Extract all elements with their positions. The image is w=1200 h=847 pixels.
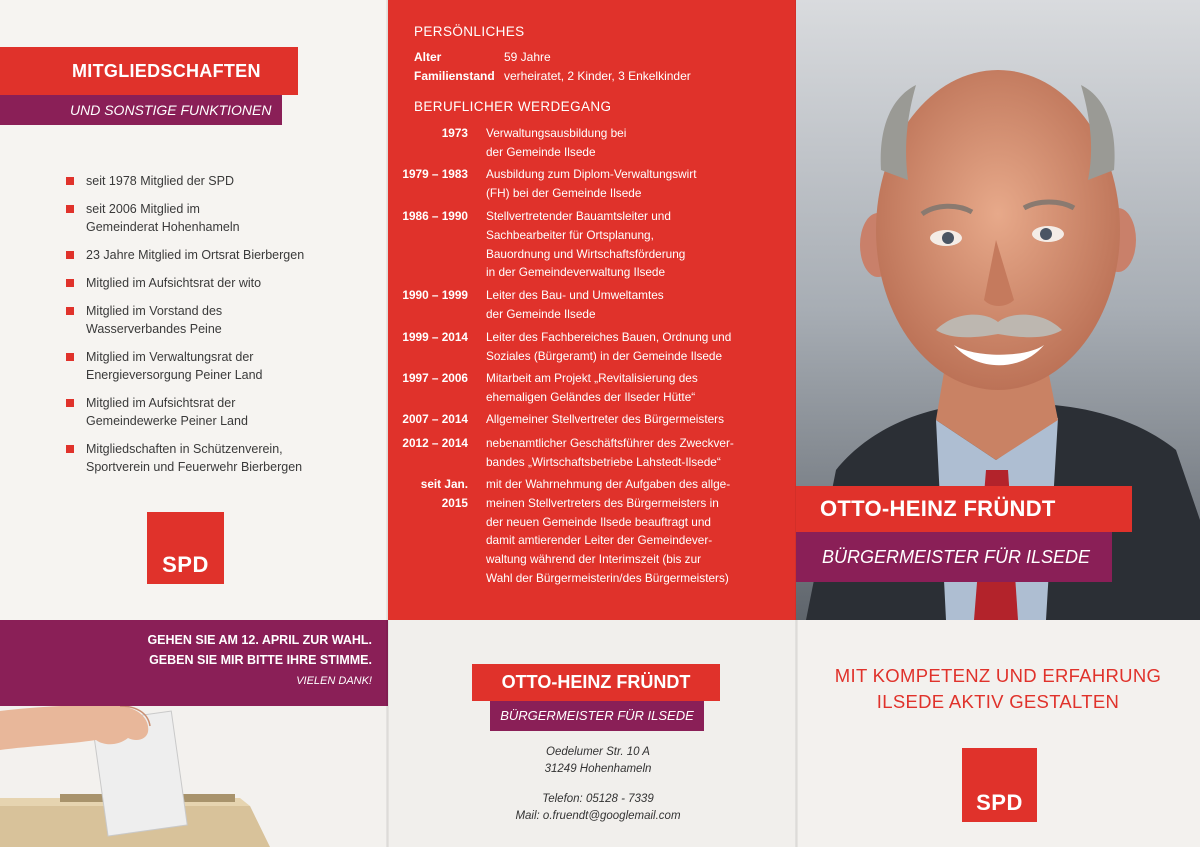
slogan-line: ILSEDE AKTIV GESTALTEN	[876, 691, 1120, 712]
career-text: Soziales (Bürgeramt) in der Gemeinde Ilsede	[486, 348, 723, 363]
career-text: mit der Wahrnehmung der Aufgaben des allge-	[486, 477, 731, 491]
career-text: nebenamtlicher Geschäftsführer des Zweckver-	[486, 436, 734, 450]
career-description	[486, 475, 782, 588]
career-year: 1973	[441, 126, 468, 140]
career-entry	[396, 207, 786, 282]
career-text: Mitarbeit am Projekt „Revitalisierung des	[486, 371, 698, 385]
career-text: Sachbearbeiter für Ortsplanung,	[486, 227, 654, 242]
career-text: bandes „Wirtschaftsbetriebe Lahstedt-Ilsede“	[486, 454, 721, 469]
career-entry	[396, 475, 786, 588]
family-row	[414, 69, 691, 83]
age-value: 59 Jahre	[504, 50, 551, 64]
membership-text: Mitglied im Vorstand des	[86, 304, 223, 318]
age-row	[414, 50, 551, 64]
career-entry	[396, 124, 786, 162]
membership-text: Mitglied im Aufsichtsrat der	[86, 396, 236, 410]
slogan-line: MIT KOMPETENZ UND ERFAHRUNG	[834, 665, 1162, 686]
membership-text: 23 Jahre Mitglied im Ortsrat Bierbergen	[86, 248, 305, 262]
membership-item	[66, 172, 376, 190]
face-icon	[876, 70, 1120, 390]
membership-text: Sportverein und Feuerwehr Bierbergen	[86, 460, 303, 474]
membership-item	[66, 394, 376, 430]
spd-logo: SPD	[147, 512, 224, 584]
membership-text: Mitglied im Verwaltungsrat der	[86, 350, 254, 364]
career-text: Stellvertretender Bauamtsleiter und	[486, 209, 671, 223]
career-text: ehemaligen Geländes der Ilseder Hütte“	[486, 389, 696, 404]
career-description	[486, 207, 782, 282]
email-text: Mail: o.fruendt@googlemail.com	[515, 810, 681, 822]
membership-text: Energieversorgung Peiner Land	[86, 368, 263, 382]
membership-item	[66, 200, 376, 236]
vote-call-line: GEHEN SIE AM 12. APRIL ZUR WAHL.	[147, 633, 372, 647]
career-text: Leiter des Bau- und Umweltamtes	[486, 288, 664, 302]
membership-item	[66, 348, 376, 384]
contact-block	[470, 744, 726, 825]
career-text: Leiter des Fachbereiches Bauen, Ordnung und	[486, 330, 732, 344]
career-text: waltung während der Interimszeit (bis zur	[486, 552, 702, 567]
candidate-name: OTTO-HEINZ FRÜNDT	[472, 664, 720, 701]
career-entry	[396, 434, 786, 472]
address-city: 31249 Hohenhameln	[544, 763, 652, 775]
career-entry	[396, 369, 786, 407]
career-description	[486, 328, 782, 366]
membership-text: Gemeindewerke Peiner Land	[86, 414, 248, 428]
career-entry	[396, 328, 786, 366]
career-text: der Gemeinde Ilsede	[486, 306, 596, 321]
career-text: damit amtierender Leiter der Gemeindever-	[486, 533, 713, 548]
membership-text: Mitgliedschaften in Schützenverein,	[86, 442, 283, 456]
career-description	[486, 124, 782, 162]
career-description	[486, 286, 782, 324]
phone-text: Telefon: 05128 - 7339	[542, 793, 654, 805]
career-year: 2007 – 2014	[402, 412, 468, 426]
career-text: meinen Stellvertreters des Bürgermeisters in	[486, 495, 719, 510]
vote-request-line: GEBEN SIE MIR BITTE IHRE STIMME.	[149, 653, 372, 667]
personal-heading: PERSÖNLICHES	[414, 24, 525, 39]
career-description	[486, 434, 782, 472]
career-text: der Gemeinde Ilsede	[486, 144, 596, 159]
career-description	[486, 369, 782, 407]
membership-item	[66, 246, 376, 264]
ballot-hand-illustration	[0, 706, 388, 847]
career-text: Verwaltungsausbildung bei	[486, 126, 627, 140]
career-text: Wahl der Bürgermeisterin/des Bürgermeisters)	[486, 570, 729, 585]
career-description	[486, 410, 782, 429]
membership-text: Gemeinderat Hohenhameln	[86, 220, 240, 234]
membership-item	[66, 440, 376, 476]
vote-call-band	[0, 620, 388, 706]
membership-item	[66, 302, 376, 338]
candidate-name-large: OTTO-HEINZ FRÜNDT	[796, 486, 1132, 532]
career-heading: BERUFLICHER WERDEGANG	[414, 99, 612, 114]
career-year: 2012 – 2014	[402, 436, 468, 450]
address-street: Oedelumer Str. 10 A	[546, 746, 650, 758]
family-value: verheiratet, 2 Kinder, 3 Enkelkinder	[504, 69, 691, 83]
career-year: seit Jan. 2015	[420, 477, 468, 510]
age-label: Alter	[414, 50, 442, 64]
career-entry	[396, 286, 786, 324]
career-description	[486, 165, 782, 203]
thanks-text: VIELEN DANK!	[296, 675, 372, 687]
spd-logo: SPD	[962, 748, 1037, 822]
career-text: der neuen Gemeinde Ilsede beauftragt und	[486, 514, 711, 529]
career-year: 1986 – 1990	[402, 209, 468, 223]
membership-item	[66, 274, 376, 292]
membership-text: Mitglied im Aufsichtsrat der wito	[86, 276, 262, 290]
membership-list	[66, 172, 376, 486]
memberships-heading: MITGLIEDSCHAFTEN	[0, 47, 298, 95]
membership-text: Wasserverbandes Peine	[86, 322, 222, 336]
candidate-role: BÜRGERMEISTER FÜR ILSEDE	[490, 701, 704, 731]
career-text: Ausbildung zum Diplom-Verwaltungswirt	[486, 167, 697, 181]
career-year: 1990 – 1999	[402, 288, 468, 302]
career-year: 1999 – 2014	[402, 330, 468, 344]
career-entry	[396, 165, 786, 203]
candidate-role-large: BÜRGERMEISTER FÜR ILSEDE	[796, 532, 1112, 582]
campaign-slogan	[796, 663, 1200, 715]
career-text: Bauordnung und Wirtschaftsförderung	[486, 246, 686, 261]
career-year: 1997 – 2006	[402, 371, 468, 385]
career-text: (FH) bei der Gemeinde Ilsede	[486, 185, 642, 200]
memberships-subheading: UND SONSTIGE FUNKTIONEN	[0, 95, 282, 125]
family-label: Familienstand	[414, 69, 495, 83]
membership-text: seit 2006 Mitglied im	[86, 202, 200, 216]
career-text: in der Gemeindeverwaltung Ilsede	[486, 265, 666, 280]
membership-text: seit 1978 Mitglied der SPD	[86, 174, 234, 188]
career-year: 1979 – 1983	[402, 167, 468, 181]
career-text: Allgemeiner Stellvertreter des Bürgermeisters	[486, 412, 724, 426]
career-entry	[396, 410, 786, 429]
